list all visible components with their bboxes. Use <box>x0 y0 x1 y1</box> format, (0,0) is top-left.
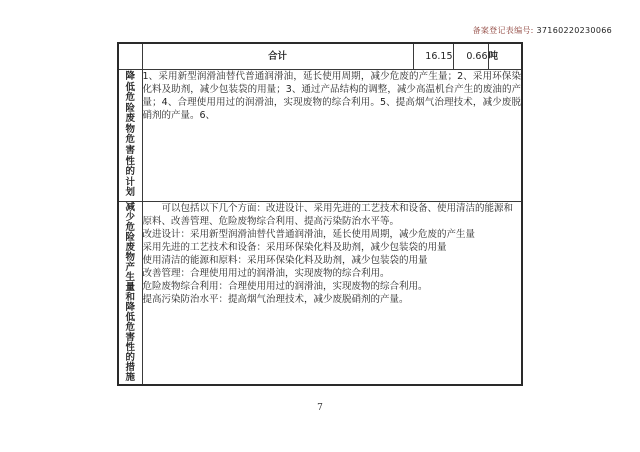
measure-line: 改善管理：合理使用用过的润滑油，实现废物的综合利用。 <box>142 267 390 279</box>
measure-line: 提高污染防治水平：提高烟气治理技术，减少废脱硝剂的产量。 <box>142 293 409 305</box>
doc-number <box>473 25 612 36</box>
summary-side-spacer-cell <box>118 43 142 69</box>
measures-content-cell <box>142 201 522 385</box>
plan-side-label-cell <box>118 69 142 201</box>
summary-label-cell: 合计 <box>142 43 413 69</box>
plan-text: 1、采用新型润滑油替代普通润滑油，延长使用周期，减少危废的产生量；2、采用环保染化料及助剂，减少包装袋的用量；3、通过产品结构的调整，减少高温机台产生的废油的产量；4、合理使用用过的润滑油，实现废物的综合利用。5、提高烟气治理技术，减少废脱硝剂的产量。6、 <box>142 70 521 121</box>
measures-side-label-cell <box>118 201 142 385</box>
measure-line: 使用清洁的能源和原料：采用环保染化料及助剂，减少包装袋的用量 <box>142 254 428 266</box>
doc-number-label: 备案登记表编号: <box>472 26 534 35</box>
measures-intro: 可以包括以下几个方面：改进设计、采用先进的工艺技术和设备、使用清洁的能源和原料、改善管理、危险废物综合利用、提高污染防治水平等。 <box>142 202 514 227</box>
measure-line: 改进设计：采用新型润滑油替代普通润滑油，延长使用周期，减少危废的产生量 <box>142 228 476 240</box>
page-number: 7 <box>317 403 323 413</box>
plan-content-cell <box>142 69 522 201</box>
plan-side-label: 降 低 危 险 废 物 危 害 性 的 计 划 <box>125 71 135 199</box>
summary-unit-cell: 吨 <box>488 43 522 69</box>
measures-side-label: 减 少 危 险 废 物 产 生 量 和 降 低 危 害 性 的 措 施 <box>125 202 135 383</box>
summary-row <box>118 43 522 69</box>
measure-line: 危险废物综合利用：合理使用用过的润滑油，实现废物的综合利用。 <box>142 280 428 292</box>
plan-row <box>118 69 522 201</box>
summary-quantity2-cell: 0.66 <box>453 43 488 69</box>
summary-quantity1-cell: 16.15 <box>413 43 453 69</box>
measure-line: 采用先进的工艺技术和设备：采用环保染化料及助剂，减少包装袋的用量 <box>142 241 447 253</box>
waste-plan-table <box>117 42 523 386</box>
doc-number-value: 37160220230066 <box>536 26 612 35</box>
measures-row <box>118 201 522 385</box>
